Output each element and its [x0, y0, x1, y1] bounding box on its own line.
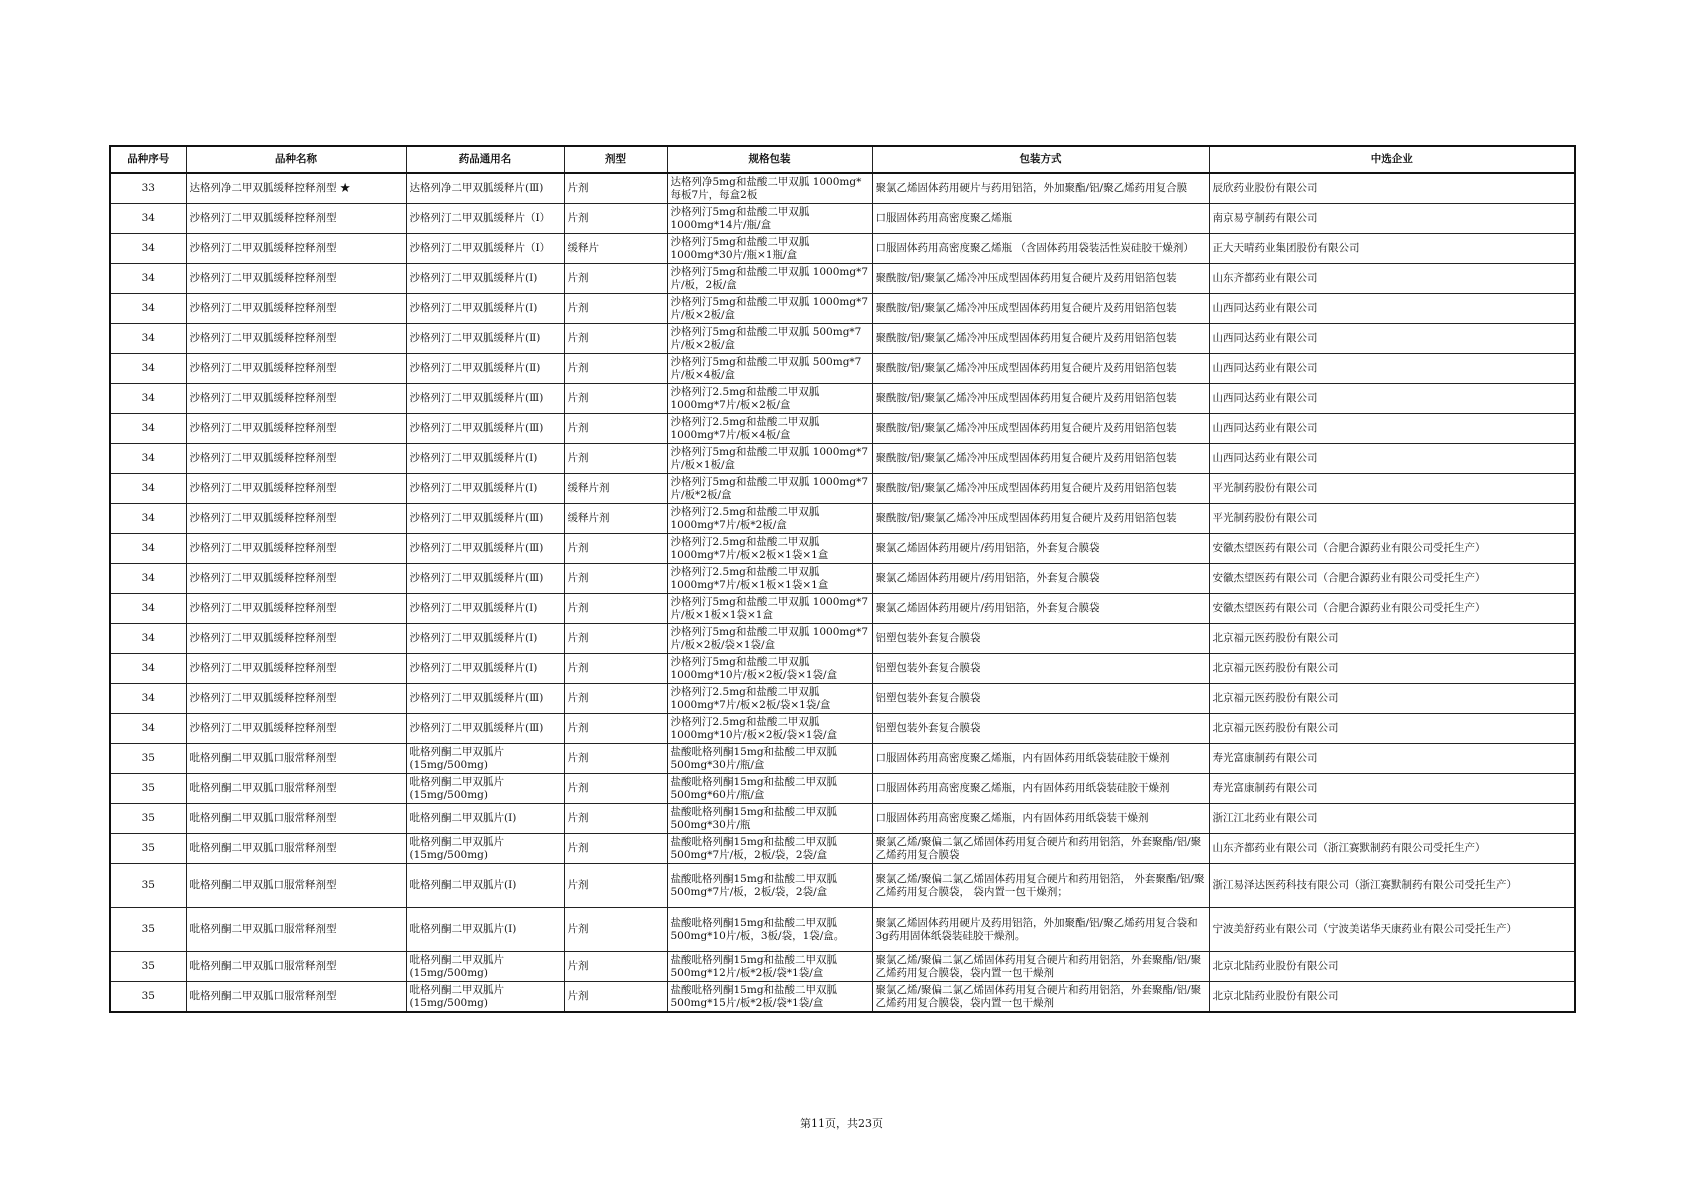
- cell-generic-name: 吡格列酮二甲双胍片 (15mg/500mg): [406, 982, 564, 1013]
- cell-dosage-form: 缓释片剂: [564, 474, 667, 504]
- cell-generic-name: 沙格列汀二甲双胍缓释片(Ⅰ): [406, 624, 564, 654]
- cell-no: 34: [110, 624, 186, 654]
- table-row: [110, 504, 1575, 534]
- table-row: [110, 564, 1575, 594]
- cell-packing: 口服固体药用高密度聚乙烯瓶，内有固体药用纸袋装干燥剂: [872, 804, 1209, 834]
- cell-packing: 聚酰胺/铝/聚氯乙烯冷冲压成型固体药用复合硬片及药用铝箔包装: [872, 444, 1209, 474]
- cell-spec: 沙格列汀2.5mg和盐酸二甲双胍 1000mg*7片/板×2板/袋×1袋/盒: [667, 684, 872, 714]
- cell-variety: 吡格列酮二甲双胍口服常释剂型: [186, 952, 406, 982]
- table-row: [110, 384, 1575, 414]
- cell-variety: 沙格列汀二甲双胍缓释控释剂型: [186, 294, 406, 324]
- cell-packing: 聚氯乙烯固体药用硬片/药用铝箔，外套复合膜袋: [872, 564, 1209, 594]
- cell-dosage-form: 片剂: [564, 684, 667, 714]
- cell-no: 34: [110, 294, 186, 324]
- cell-no: 35: [110, 834, 186, 864]
- cell-dosage-form: 片剂: [564, 444, 667, 474]
- cell-generic-name: 沙格列汀二甲双胍缓释片(Ⅰ): [406, 654, 564, 684]
- cell-spec: 沙格列汀2.5mg和盐酸二甲双胍 1000mg*10片/板×2板/袋×1袋/盒: [667, 714, 872, 744]
- cell-dosage-form: 片剂: [564, 354, 667, 384]
- cell-spec: 沙格列汀2.5mg和盐酸二甲双胍 1000mg*7片/板×4板/盒: [667, 414, 872, 444]
- cell-dosage-form: 片剂: [564, 173, 667, 204]
- table-row: [110, 654, 1575, 684]
- cell-generic-name: 沙格列汀二甲双胍缓释片(Ⅲ): [406, 564, 564, 594]
- cell-no: 35: [110, 908, 186, 952]
- cell-generic-name: 沙格列汀二甲双胍缓释片(Ⅰ): [406, 264, 564, 294]
- cell-company: 山西同达药业有限公司: [1209, 354, 1575, 384]
- cell-generic-name: 吡格列酮二甲双胍片 (15mg/500mg): [406, 834, 564, 864]
- cell-company: 山东齐都药业有限公司（浙江赛默制药有限公司受托生产）: [1209, 834, 1575, 864]
- cell-dosage-form: 片剂: [564, 294, 667, 324]
- cell-variety: 沙格列汀二甲双胍缓释控释剂型: [186, 594, 406, 624]
- table-body: [110, 173, 1575, 1012]
- cell-no: 35: [110, 952, 186, 982]
- cell-generic-name: 沙格列汀二甲双胍缓释片(Ⅲ): [406, 504, 564, 534]
- cell-spec: 沙格列汀2.5mg和盐酸二甲双胍 1000mg*7片/板×2板×1袋×1盒: [667, 534, 872, 564]
- cell-generic-name: 吡格列酮二甲双胍片(Ⅰ): [406, 864, 564, 908]
- cell-spec: 盐酸吡格列酮15mg和盐酸二甲双胍 500mg*10片/板，3板/袋，1袋/盒。: [667, 908, 872, 952]
- cell-no: 34: [110, 234, 186, 264]
- cell-generic-name: 沙格列汀二甲双胍缓释片(Ⅰ): [406, 474, 564, 504]
- table-row: [110, 714, 1575, 744]
- cell-spec: 沙格列汀5mg和盐酸二甲双胍 1000mg*7片/板×2板/盒: [667, 294, 872, 324]
- cell-packing: 聚氯乙烯/聚偏二氯乙烯固体药用复合硬片和药用铝箔， 外套聚酯/铝/聚乙烯药用复合膜袋， 袋内置一包干燥剂；: [872, 864, 1209, 908]
- cell-no: 33: [110, 173, 186, 204]
- table-row: [110, 324, 1575, 354]
- cell-spec: 盐酸吡格列酮15mg和盐酸二甲双胍 500mg*15片/板*2板/袋*1袋/盒: [667, 982, 872, 1013]
- cell-packing: 铝塑包装外套复合膜袋: [872, 624, 1209, 654]
- table-row: [110, 474, 1575, 504]
- header-company: 中选企业: [1209, 146, 1575, 173]
- cell-generic-name: 沙格列汀二甲双胍缓释片(Ⅲ): [406, 414, 564, 444]
- cell-spec: 盐酸吡格列酮15mg和盐酸二甲双胍 500mg*7片/板，2板/袋，2袋/盒: [667, 864, 872, 908]
- cell-generic-name: 沙格列汀二甲双胍缓释片(Ⅰ): [406, 594, 564, 624]
- cell-no: 34: [110, 444, 186, 474]
- cell-variety: 吡格列酮二甲双胍口服常释剂型: [186, 744, 406, 774]
- cell-dosage-form: 缓释片剂: [564, 504, 667, 534]
- cell-spec: 盐酸吡格列酮15mg和盐酸二甲双胍 500mg*7片/板，2板/袋，2袋/盒: [667, 834, 872, 864]
- cell-company: 正大天晴药业集团股份有限公司: [1209, 234, 1575, 264]
- cell-no: 34: [110, 594, 186, 624]
- cell-variety: 沙格列汀二甲双胍缓释控释剂型: [186, 444, 406, 474]
- cell-packing: 聚酰胺/铝/聚氯乙烯冷冲压成型固体药用复合硬片及药用铝箔包装: [872, 354, 1209, 384]
- cell-packing: 聚氯乙烯/聚偏二氯乙烯固体药用复合硬片和药用铝箔，外套聚酯/铝/聚乙烯药用复合膜袋，袋内置一包干燥剂: [872, 982, 1209, 1013]
- cell-spec: 沙格列汀5mg和盐酸二甲双胍 1000mg*30片/瓶×1瓶/盒: [667, 234, 872, 264]
- table-row: [110, 414, 1575, 444]
- cell-dosage-form: 片剂: [564, 594, 667, 624]
- cell-dosage-form: 片剂: [564, 624, 667, 654]
- cell-no: 35: [110, 804, 186, 834]
- table-row: [110, 294, 1575, 324]
- cell-company: 山西同达药业有限公司: [1209, 444, 1575, 474]
- cell-spec: 沙格列汀2.5mg和盐酸二甲双胍 1000mg*7片/板×1板×1袋×1盒: [667, 564, 872, 594]
- cell-packing: 聚酰胺/铝/聚氯乙烯冷冲压成型固体药用复合硬片及药用铝箔包装: [872, 264, 1209, 294]
- cell-company: 山西同达药业有限公司: [1209, 324, 1575, 354]
- cell-variety: 沙格列汀二甲双胍缓释控释剂型: [186, 624, 406, 654]
- cell-dosage-form: 片剂: [564, 414, 667, 444]
- cell-packing: 聚酰胺/铝/聚氯乙烯冷冲压成型固体药用复合硬片及药用铝箔包装: [872, 294, 1209, 324]
- cell-dosage-form: 片剂: [564, 534, 667, 564]
- cell-packing: 聚氯乙烯固体药用硬片/药用铝箔，外套复合膜袋: [872, 534, 1209, 564]
- cell-variety: 沙格列汀二甲双胍缓释控释剂型: [186, 264, 406, 294]
- cell-spec: 盐酸吡格列酮15mg和盐酸二甲双胍 500mg*60片/瓶/盒: [667, 774, 872, 804]
- cell-generic-name: 沙格列汀二甲双胍缓释片(Ⅰ): [406, 294, 564, 324]
- table-row: [110, 594, 1575, 624]
- cell-no: 35: [110, 744, 186, 774]
- cell-dosage-form: 片剂: [564, 714, 667, 744]
- cell-spec: 沙格列汀5mg和盐酸二甲双胍 1000mg*7片/板×1板×1袋×1盒: [667, 594, 872, 624]
- cell-variety: 沙格列汀二甲双胍缓释控释剂型: [186, 324, 406, 354]
- header-spec: 规格包装: [667, 146, 872, 173]
- cell-generic-name: 吡格列酮二甲双胍片(Ⅰ): [406, 804, 564, 834]
- cell-spec: 沙格列汀5mg和盐酸二甲双胍 1000mg*7片/板×2板/袋×1袋/盒: [667, 624, 872, 654]
- cell-packing: 聚酰胺/铝/聚氯乙烯冷冲压成型固体药用复合硬片及药用铝箔包装: [872, 414, 1209, 444]
- cell-variety: 沙格列汀二甲双胍缓释控释剂型: [186, 684, 406, 714]
- cell-no: 34: [110, 414, 186, 444]
- cell-company: 山西同达药业有限公司: [1209, 384, 1575, 414]
- cell-company: 平光制药股份有限公司: [1209, 504, 1575, 534]
- cell-spec: 沙格列汀5mg和盐酸二甲双胍 1000mg*7片/板×1板/盒: [667, 444, 872, 474]
- cell-no: 34: [110, 504, 186, 534]
- cell-variety: 沙格列汀二甲双胍缓释控释剂型: [186, 714, 406, 744]
- cell-spec: 沙格列汀5mg和盐酸二甲双胍 1000mg*7片/板*2板/盒: [667, 474, 872, 504]
- cell-variety: 沙格列汀二甲双胍缓释控释剂型: [186, 414, 406, 444]
- cell-dosage-form: 片剂: [564, 952, 667, 982]
- cell-company: 山西同达药业有限公司: [1209, 414, 1575, 444]
- cell-dosage-form: 片剂: [564, 204, 667, 234]
- cell-dosage-form: 片剂: [564, 804, 667, 834]
- cell-company: 北京福元医药股份有限公司: [1209, 624, 1575, 654]
- table-row: [110, 982, 1575, 1013]
- cell-company: 宁波美舒药业有限公司（宁波美诺华天康药业有限公司受托生产）: [1209, 908, 1575, 952]
- cell-spec: 盐酸吡格列酮15mg和盐酸二甲双胍 500mg*30片/瓶: [667, 804, 872, 834]
- header-variety: 品种名称: [186, 146, 406, 173]
- header-packing: 包装方式: [872, 146, 1209, 173]
- cell-dosage-form: 片剂: [564, 982, 667, 1013]
- cell-company: 北京北陆药业股份有限公司: [1209, 952, 1575, 982]
- cell-spec: 沙格列汀5mg和盐酸二甲双胍 1000mg*7片/板，2板/盒: [667, 264, 872, 294]
- cell-dosage-form: 片剂: [564, 384, 667, 414]
- cell-variety: 达格列净二甲双胍缓释控释剂型 ★: [186, 173, 406, 204]
- cell-dosage-form: 片剂: [564, 864, 667, 908]
- cell-packing: 聚氯乙烯/聚偏二氯乙烯固体药用复合硬片和药用铝箔，外套聚酯/铝/聚乙烯药用复合膜袋: [872, 834, 1209, 864]
- cell-company: 浙江江北药业有限公司: [1209, 804, 1575, 834]
- cell-dosage-form: 片剂: [564, 654, 667, 684]
- cell-company: 寿光富康制药有限公司: [1209, 744, 1575, 774]
- cell-generic-name: 沙格列汀二甲双胍缓释片（Ⅰ）: [406, 234, 564, 264]
- cell-variety: 沙格列汀二甲双胍缓释控释剂型: [186, 234, 406, 264]
- cell-no: 34: [110, 354, 186, 384]
- cell-company: 北京福元医药股份有限公司: [1209, 654, 1575, 684]
- cell-dosage-form: 片剂: [564, 564, 667, 594]
- cell-spec: 达格列净5mg和盐酸二甲双胍 1000mg*每板7片，每盒2板: [667, 173, 872, 204]
- table-row: [110, 354, 1575, 384]
- table-row: [110, 444, 1575, 474]
- cell-no: 34: [110, 264, 186, 294]
- cell-variety: 吡格列酮二甲双胍口服常释剂型: [186, 804, 406, 834]
- cell-spec: 沙格列汀2.5mg和盐酸二甲双胍 1000mg*7片/板×2板/盒: [667, 384, 872, 414]
- cell-company: 安徽杰望医药有限公司（合肥合源药业有限公司受托生产）: [1209, 594, 1575, 624]
- cell-variety: 沙格列汀二甲双胍缓释控释剂型: [186, 534, 406, 564]
- cell-no: 34: [110, 384, 186, 414]
- table-row: [110, 173, 1575, 204]
- product-table: [109, 145, 1576, 1013]
- cell-no: 34: [110, 684, 186, 714]
- cell-generic-name: 沙格列汀二甲双胍缓释片(Ⅱ): [406, 354, 564, 384]
- cell-company: 山东齐都药业有限公司: [1209, 264, 1575, 294]
- cell-generic-name: 沙格列汀二甲双胍缓释片(Ⅲ): [406, 714, 564, 744]
- cell-company: 南京易亨制药有限公司: [1209, 204, 1575, 234]
- cell-spec: 沙格列汀5mg和盐酸二甲双胍 1000mg*10片/板×2板/袋×1袋/盒: [667, 654, 872, 684]
- cell-dosage-form: 片剂: [564, 774, 667, 804]
- cell-generic-name: 沙格列汀二甲双胍缓释片(Ⅲ): [406, 384, 564, 414]
- cell-generic-name: 沙格列汀二甲双胍缓释片（Ⅰ）: [406, 204, 564, 234]
- cell-no: 34: [110, 654, 186, 684]
- cell-generic-name: 沙格列汀二甲双胍缓释片(Ⅱ): [406, 324, 564, 354]
- cell-no: 34: [110, 324, 186, 354]
- header-generic-name: 药品通用名: [406, 146, 564, 173]
- cell-company: 北京福元医药股份有限公司: [1209, 684, 1575, 714]
- cell-no: 34: [110, 474, 186, 504]
- table-row: [110, 774, 1575, 804]
- table-row: [110, 908, 1575, 952]
- cell-variety: 吡格列酮二甲双胍口服常释剂型: [186, 864, 406, 908]
- cell-spec: 沙格列汀5mg和盐酸二甲双胍 500mg*7片/板×4板/盒: [667, 354, 872, 384]
- cell-packing: 口服固体药用高密度聚乙烯瓶 （含固体药用袋装活性炭硅胶干燥剂）: [872, 234, 1209, 264]
- cell-spec: 沙格列汀2.5mg和盐酸二甲双胍 1000mg*7片/板*2板/盒: [667, 504, 872, 534]
- cell-packing: 铝塑包装外套复合膜袋: [872, 714, 1209, 744]
- table-row: [110, 952, 1575, 982]
- cell-dosage-form: 片剂: [564, 324, 667, 354]
- cell-no: 34: [110, 534, 186, 564]
- cell-no: 35: [110, 864, 186, 908]
- table-row: [110, 234, 1575, 264]
- cell-dosage-form: 片剂: [564, 264, 667, 294]
- cell-packing: 口服固体药用高密度聚乙烯瓶，内有固体药用纸袋装硅胶干燥剂: [872, 744, 1209, 774]
- cell-dosage-form: 片剂: [564, 908, 667, 952]
- cell-generic-name: 沙格列汀二甲双胍缓释片(Ⅰ): [406, 444, 564, 474]
- cell-spec: 沙格列汀5mg和盐酸二甲双胍 500mg*7片/板×2板/盒: [667, 324, 872, 354]
- cell-variety: 吡格列酮二甲双胍口服常释剂型: [186, 834, 406, 864]
- cell-generic-name: 吡格列酮二甲双胍片(Ⅰ): [406, 908, 564, 952]
- cell-spec: 沙格列汀5mg和盐酸二甲双胍 1000mg*14片/瓶/盒: [667, 204, 872, 234]
- table-row: [110, 834, 1575, 864]
- table-row: [110, 684, 1575, 714]
- cell-packing: 口服固体药用高密度聚乙烯瓶: [872, 204, 1209, 234]
- cell-generic-name: 达格列净二甲双胍缓释片(Ⅲ): [406, 173, 564, 204]
- cell-no: 34: [110, 204, 186, 234]
- header-dosage-form: 剂型: [564, 146, 667, 173]
- cell-variety: 吡格列酮二甲双胍口服常释剂型: [186, 774, 406, 804]
- cell-packing: 铝塑包装外套复合膜袋: [872, 654, 1209, 684]
- cell-packing: 聚氯乙烯固体药用硬片/药用铝箔，外套复合膜袋: [872, 594, 1209, 624]
- cell-company: 安徽杰望医药有限公司（合肥合源药业有限公司受托生产）: [1209, 534, 1575, 564]
- page-footer: 第11页，共23页: [800, 1117, 883, 1130]
- cell-dosage-form: 片剂: [564, 834, 667, 864]
- cell-no: 34: [110, 564, 186, 594]
- cell-company: 北京北陆药业股份有限公司: [1209, 982, 1575, 1013]
- cell-no: 35: [110, 774, 186, 804]
- cell-company: 辰欣药业股份有限公司: [1209, 173, 1575, 204]
- cell-packing: 聚酰胺/铝/聚氯乙烯冷冲压成型固体药用复合硬片及药用铝箔包装: [872, 384, 1209, 414]
- table-row: [110, 744, 1575, 774]
- cell-company: 平光制药股份有限公司: [1209, 474, 1575, 504]
- cell-variety: 吡格列酮二甲双胍口服常释剂型: [186, 982, 406, 1013]
- cell-spec: 盐酸吡格列酮15mg和盐酸二甲双胍 500mg*30片/瓶/盒: [667, 744, 872, 774]
- cell-dosage-form: 片剂: [564, 744, 667, 774]
- table-row: [110, 264, 1575, 294]
- table-row: [110, 534, 1575, 564]
- cell-variety: 沙格列汀二甲双胍缓释控释剂型: [186, 474, 406, 504]
- cell-company: 浙江易泽达医药科技有限公司（浙江赛默制药有限公司受托生产）: [1209, 864, 1575, 908]
- cell-packing: 聚酰胺/铝/聚氯乙烯冷冲压成型固体药用复合硬片及药用铝箔包装: [872, 324, 1209, 354]
- table-row: [110, 864, 1575, 908]
- cell-generic-name: 吡格列酮二甲双胍片 (15mg/500mg): [406, 952, 564, 982]
- header-no: 品种序号: [110, 146, 186, 173]
- cell-variety: 沙格列汀二甲双胍缓释控释剂型: [186, 504, 406, 534]
- cell-packing: 铝塑包装外套复合膜袋: [872, 684, 1209, 714]
- cell-variety: 沙格列汀二甲双胍缓释控释剂型: [186, 384, 406, 414]
- cell-variety: 沙格列汀二甲双胍缓释控释剂型: [186, 204, 406, 234]
- cell-generic-name: 吡格列酮二甲双胍片 (15mg/500mg): [406, 744, 564, 774]
- cell-company: 安徽杰望医药有限公司（合肥合源药业有限公司受托生产）: [1209, 564, 1575, 594]
- cell-company: 山西同达药业有限公司: [1209, 294, 1575, 324]
- cell-dosage-form: 缓释片: [564, 234, 667, 264]
- cell-packing: 聚氯乙烯固体药用硬片与药用铝箔，外加聚酯/铝/聚乙烯药用复合膜: [872, 173, 1209, 204]
- table-header-row: [110, 146, 1575, 173]
- cell-generic-name: 沙格列汀二甲双胍缓释片(Ⅲ): [406, 534, 564, 564]
- cell-packing: 聚酰胺/铝/聚氯乙烯冷冲压成型固体药用复合硬片及药用铝箔包装: [872, 474, 1209, 504]
- cell-packing: 聚氯乙烯固体药用硬片及药用铝箔，外加聚酯/铝/聚乙烯药用复合袋和3g药用固体纸袋装硅胶干燥剂。: [872, 908, 1209, 952]
- cell-variety: 沙格列汀二甲双胍缓释控释剂型: [186, 654, 406, 684]
- cell-packing: 聚酰胺/铝/聚氯乙烯冷冲压成型固体药用复合硬片及药用铝箔包装: [872, 504, 1209, 534]
- cell-packing: 聚氯乙烯/聚偏二氯乙烯固体药用复合硬片和药用铝箔，外套聚酯/铝/聚乙烯药用复合膜袋，袋内置一包干燥剂: [872, 952, 1209, 982]
- cell-packing: 口服固体药用高密度聚乙烯瓶，内有固体药用纸袋装硅胶干燥剂: [872, 774, 1209, 804]
- cell-no: 34: [110, 714, 186, 744]
- cell-company: 北京福元医药股份有限公司: [1209, 714, 1575, 744]
- cell-variety: 沙格列汀二甲双胍缓释控释剂型: [186, 564, 406, 594]
- cell-spec: 盐酸吡格列酮15mg和盐酸二甲双胍 500mg*12片/板*2板/袋*1袋/盒: [667, 952, 872, 982]
- cell-company: 寿光富康制药有限公司: [1209, 774, 1575, 804]
- cell-generic-name: 沙格列汀二甲双胍缓释片(Ⅲ): [406, 684, 564, 714]
- table-row: [110, 804, 1575, 834]
- cell-variety: 吡格列酮二甲双胍口服常释剂型: [186, 908, 406, 952]
- cell-no: 35: [110, 982, 186, 1013]
- cell-variety: 沙格列汀二甲双胍缓释控释剂型: [186, 354, 406, 384]
- table-row: [110, 624, 1575, 654]
- table-row: [110, 204, 1575, 234]
- cell-generic-name: 吡格列酮二甲双胍片 (15mg/500mg): [406, 774, 564, 804]
